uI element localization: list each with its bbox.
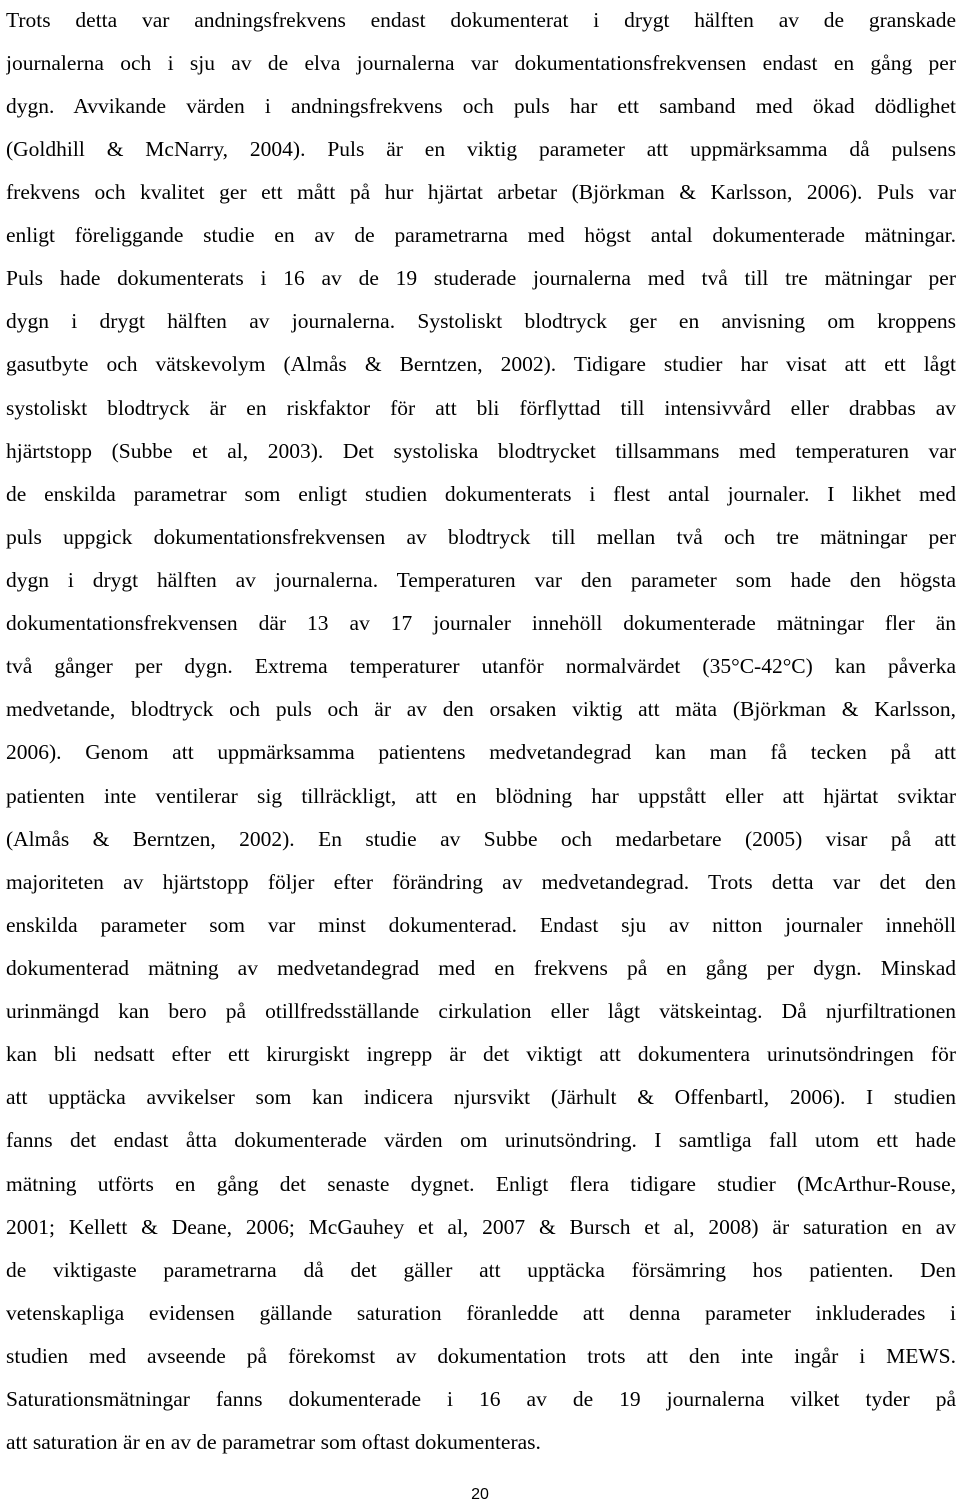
text-line: (Almås & Berntzen, 2002). En studie av Subbe och medarbetare (2005) visar på att	[6, 827, 956, 851]
text-line: 2001; Kellett & Deane, 2006; McGauhey et al, 2007 & Bursch et al, 2008) är saturation en av	[6, 1215, 956, 1239]
text-line: journalerna och i sju av de elva journalerna var dokumentationsfrekvensen endast en gång per	[6, 51, 956, 75]
text-line: dygn i drygt hälften av journalerna. Systoliskt blodtryck ger en anvisning om kroppens	[6, 309, 956, 333]
text-line: medvetande, blodtryck och puls och är av den orsaken viktig att mäta (Björkman & Karlsson,	[6, 697, 956, 721]
text-line: enskilda parameter som var minst dokumenterad. Endast sju av nitton journaler innehöll	[6, 913, 956, 937]
text-line: Trots detta var andningsfrekvens endast dokumenterat i drygt hälften av de granskade	[6, 8, 956, 32]
page-number: 20	[471, 1486, 489, 1503]
text-line: urinmängd kan bero på otillfredsställande cirkulation eller lågt vätskeintag. Då njurfiltrationen	[6, 999, 956, 1023]
text-line: de viktigaste parametrarna då det gäller att upptäcka försämring hos patienten. Den	[6, 1258, 956, 1282]
text-line: de enskilda parametrar som enligt studien dokumenterats i flest antal journaler. I likhet med	[6, 482, 956, 506]
text-line: att saturation är en av de parametrar som oftast dokumenteras.	[6, 1430, 541, 1454]
text-line: mätning utförts en gång det senaste dygnet. Enligt flera tidigare studier (McArthur-Rouse,	[6, 1172, 956, 1196]
text-line: hjärtstopp (Subbe et al, 2003). Det systoliska blodtrycket tillsammans med temperaturen var	[6, 439, 956, 463]
text-line: att upptäcka avvikelser som kan indicera njursvikt (Järhult & Offenbartl, 2006). I studien	[6, 1085, 956, 1109]
text-line: frekvens och kvalitet ger ett mått på hur hjärtat arbetar (Björkman & Karlsson, 2006). Puls var	[6, 180, 956, 204]
text-line: enligt föreliggande studie en av de parametrarna med högst antal dokumenterade mätningar.	[6, 223, 956, 247]
text-line: puls uppgick dokumentationsfrekvensen av blodtryck till mellan två och tre mätningar per	[6, 525, 956, 549]
text-line: majoriteten av hjärtstopp följer efter förändring av medvetandegrad. Trots detta var det den	[6, 870, 956, 894]
text-line: två gånger per dygn. Extrema temperaturer utanför normalvärdet (35°C-42°C) kan påverka	[6, 654, 956, 678]
text-line: vetenskapliga evidensen gällande saturation föranledde att denna parameter inkluderades i	[6, 1301, 956, 1325]
text-line: kan bli nedsatt efter ett kirurgiskt ingrepp är det viktigt att dokumentera urinutsöndringen för	[6, 1042, 956, 1066]
text-line: 2006). Genom att uppmärksamma patientens medvetandegrad kan man få tecken på att	[6, 740, 956, 764]
text-line: studien med avseende på förekomst av dokumentation trots att den inte ingår i MEWS.	[6, 1344, 956, 1368]
text-line: dygn. Avvikande värden i andningsfrekvens och puls har ett samband med ökad dödlighet	[6, 94, 956, 118]
text-line: fanns det endast åtta dokumenterade värden om urinutsöndring. I samtliga fall utom ett hade	[6, 1128, 956, 1152]
text-line: dygn i drygt hälften av journalerna. Temperaturen var den parameter som hade den högsta	[6, 568, 956, 592]
text-line: (Goldhill & McNarry, 2004). Puls är en viktig parameter att uppmärksamma då pulsens	[6, 137, 956, 161]
text-line: dokumenterad mätning av medvetandegrad med en frekvens på en gång per dygn. Minskad	[6, 956, 956, 980]
text-line: Saturationsmätningar fanns dokumenterade i 16 av de 19 journalerna vilket tyder på	[6, 1387, 956, 1411]
text-line: gasutbyte och vätskevolym (Almås & Berntzen, 2002). Tidigare studier har visat att ett lågt	[6, 352, 956, 376]
text-line: Puls hade dokumenterats i 16 av de 19 studerade journalerna med två till tre mätningar per	[6, 266, 956, 290]
text-line: dokumentationsfrekvensen där 13 av 17 journaler innehöll dokumenterade mätningar fler än	[6, 611, 956, 635]
text-line: systoliskt blodtryck är en riskfaktor för att bli förflyttad till intensivvård eller drabbas av	[6, 396, 956, 420]
text-line: patienten inte ventilerar sig tillräckligt, att en blödning har uppstått eller att hjärtat sviktar	[6, 784, 956, 808]
